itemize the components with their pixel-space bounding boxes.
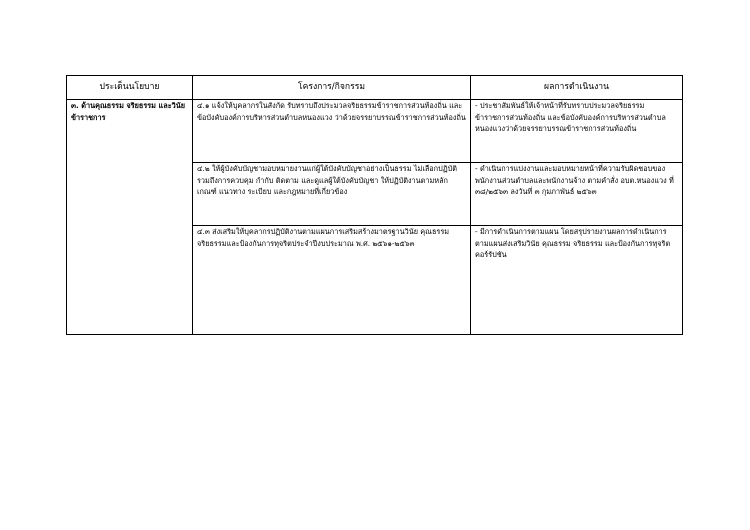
result-text: - ดำเนินการแบ่งงานและมอบหมายหน้าที่ความรับผิดชอบของพนักงานส่วนตำบลและพนักงานจ้าง ตามคำสั่ง อบต.หนองแวง ที่ ๓๘/๒๕๖๓ ลงวันที่ ๓ กุมภาพันธ์ ๒๕๖๓: [475, 164, 674, 196]
policy-topic-cell: [67, 100, 193, 335]
project-text: ๔.๑ แจ้งให้บุคลากรในสังกัด รับทราบถึงประมวลจริยธรรมข้าราชการส่วนท้องถิ่น และข้อบังคับองค์การบริหารส่วนตำบลหนองแวง ว่าด้วยจรรยาบรรณข้าราชการส่วนท้องถิ่น: [197, 101, 466, 122]
result-text: - มีการดำเนินการตามแผน โดยสรุปรายงานผลการดำเนินการตามแผนส่งเสริมวินัย คุณธรรม จริยธรรม และป้องกันการทุจริต คอร์รัปชัน: [475, 227, 671, 259]
project-cell: [193, 163, 471, 226]
table-row: [67, 100, 683, 163]
project-cell: [193, 100, 471, 163]
result-cell: [471, 163, 683, 226]
project-text: ๔.๓ ส่งเสริมให้บุคลากรปฏิบัติงานตามแผนการเสริมสร้างมาตรฐานวินัย คุณธรรม จริยธรรมและป้องกันการทุจริตประจำปีงบประมาณ พ.ศ. ๒๕๖๑-๒๕๖๓: [197, 227, 450, 248]
header-policy-issue: ประเด็นนโยบาย: [67, 76, 193, 100]
result-cell: [471, 100, 683, 163]
header-project-activity: โครงการ/กิจกรรม: [193, 76, 471, 100]
policy-table: [66, 75, 683, 335]
result-cell: [471, 226, 683, 335]
policy-topic: ๓. ด้านคุณธรรม จริยธรรม และวินัยข้าราชการ: [71, 101, 185, 122]
result-text: - ประชาสัมพันธ์ให้เจ้าหน้าที่รับทราบประมวลจริยธรรมข้าราชการส่วนท้องถิ่น และข้อบังคับองค์การบริหารส่วนตำบลหนองแวงว่าด้วยจรรยาบรรณข้าราชการส่วนท้องถิ่น: [475, 101, 666, 133]
project-cell: [193, 226, 471, 335]
project-text: ๔.๒ ให้ผู้บังคับบัญชามอบหมายงานแก่ผู้ใต้บังคับบัญชาอย่างเป็นธรรม ไม่เลือกปฏิบัติ รวมถึงการควบคุม กำกับ ติดตาม และดูแลผู้ใต้บังคับบัญชา ให้ปฏิบัติงานตามหลักเกณฑ์ แนวทาง ระเบียบ และกฎหมายที่เกี่ยวข้อง: [197, 164, 457, 196]
header-performance-result: ผลการดำเนินงาน: [471, 76, 683, 100]
table-header-row: [67, 76, 683, 100]
